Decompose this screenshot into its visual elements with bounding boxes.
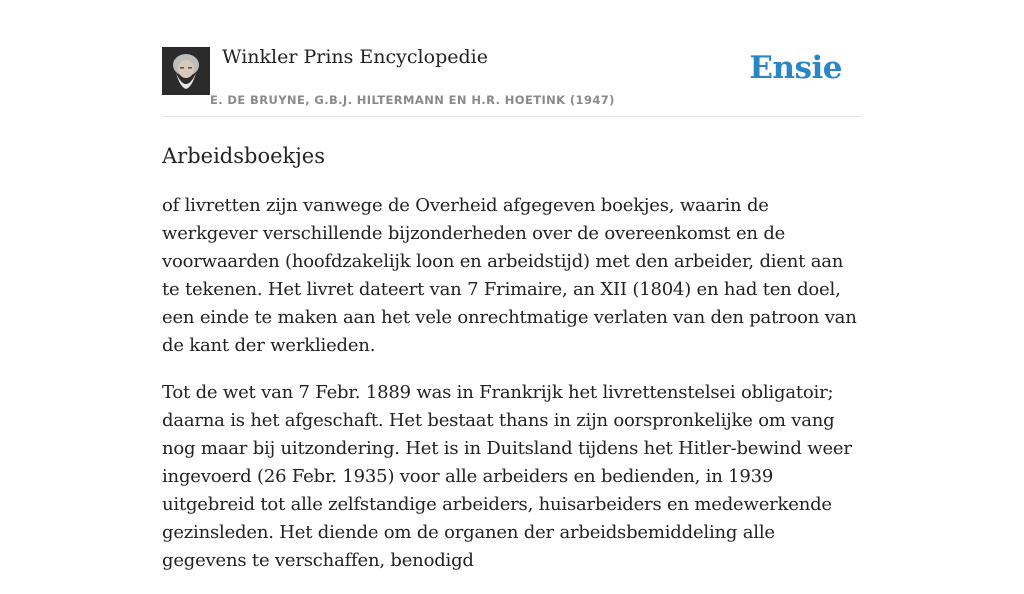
source-title-link[interactable]: Winkler Prins Encyclopedie <box>222 46 488 68</box>
ensie-logo-link[interactable]: Ensie <box>749 50 842 86</box>
article-title: Arbeidsboekjes <box>162 144 325 168</box>
source-authors: E. DE BRUYNE, G.B.J. HILTERMANN EN H.R. HOETINK (1947) <box>210 93 615 107</box>
page-container <box>162 0 862 594</box>
author-avatar[interactable] <box>162 47 210 95</box>
source-header <box>162 0 862 117</box>
article-body <box>162 192 862 575</box>
article-paragraph: Tot de wet van 7 Febr. 1889 was in Frankrijk het livrettenstelsei obligatoir; daarna is het afgeschaft. Het bestaat thans in zijn oorspronkelijke om vang nog maar bij uitzondering. Het is in Duitsland tijdens het Hitler-bewind weer ingevoerd (26 Febr. 1935) voor alle arbeiders en bedienden, in 1939 uitgebreid tot alle zelfstandige arbeiders, huisarbeiders en medewerkende gezinsleden. Het diende om de organen der arbeidsbemiddeling alle gegevens te verschaffen, benodigd <box>162 382 852 571</box>
portrait-avatar-icon <box>162 47 210 95</box>
article-paragraph: of livretten zijn vanwege de Overheid afgegeven boekjes, waarin de werkgever verschillende bijzonderheden over de overeenkomst en de voorwaarden (hoofdzakelijk loon en arbeidstijd) met den arbeider, dient aan te tekenen. Het livret dateert van 7 Frimaire, an XII (1804) en had ten doel, een einde te maken aan het vele onrechtmatige verlaten van den patroon van de kant der werklieden. <box>162 195 857 356</box>
